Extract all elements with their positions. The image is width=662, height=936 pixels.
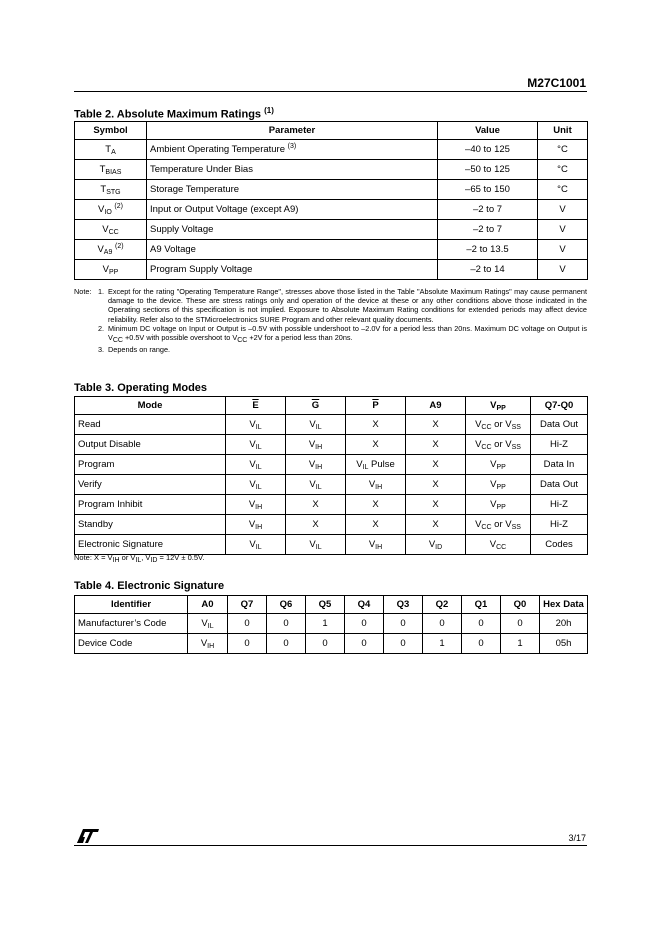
symbol-cell: $V_{CC}$ — [75, 220, 147, 240]
note-item: Note: 1. Except for the rating "Operating Temperature Range", stresses above those listed in the Table "Absolute Maximum Ratings" may cause permanent damage to the device. These are stress ratings only and operation of the device at these or any other conditions above those indicated in the Operating sections of this specification is not implied. Exposure to Absolute Maximum Rating conditions for extended periods may affect device reliability. Refer also to the STMicroelectronics SURE Program and other relevant quality documents. — [74, 287, 587, 324]
document-title: M27C1001 — [527, 76, 586, 90]
p-cell: $V_{IH}$ — [346, 535, 406, 555]
table2-header: Parameter — [147, 122, 438, 140]
e-cell: $V_{IL}$ — [226, 415, 286, 435]
table-row — [75, 475, 588, 495]
unit-cell: °C — [538, 160, 588, 180]
value-cell: –2 to 14 — [438, 260, 538, 280]
table4-header: Identifier — [75, 596, 188, 614]
note-item: 3. Depends on range. — [98, 345, 171, 355]
table-row — [75, 455, 588, 475]
e-cell: $V_{IL}$ — [226, 535, 286, 555]
g-cell: X — [286, 495, 346, 515]
table-row — [75, 240, 588, 260]
a9-cell: X — [406, 455, 466, 475]
table-row — [75, 415, 588, 435]
table-row — [75, 535, 588, 555]
mode-cell: Program — [75, 455, 226, 475]
note-item: 2. Minimum DC voltage on Input or Output is –0.5V with possible undershoot to –2.0V for a period less than 20ns. Maximum DC voltage on Output is $V_{CC} +0.5V$ with possible overshoot to $V_{CC} +2V$ for a period less than 20ns. — [98, 323, 587, 345]
table4-caption: Table 4. Electronic Signature — [74, 580, 225, 592]
mode-cell: Verify — [75, 475, 226, 495]
bit-cell: 1 — [501, 634, 540, 654]
bit-cell: 0 — [267, 634, 306, 654]
parameter-cell: Supply Voltage — [147, 220, 438, 240]
symbol-cell: $V_{PP}$ — [75, 260, 147, 280]
a9-cell: $V_{ID}$ — [406, 535, 466, 555]
parameter-cell: Ambient Operating Temperature $^{(3)}$ — [147, 140, 438, 160]
header-rule — [74, 91, 587, 92]
header-vpp: $V_{PP}$ — [466, 397, 531, 415]
q-cell: Hi-Z — [531, 435, 588, 455]
table4-header: Q2 — [423, 596, 462, 614]
e-cell: $V_{IL}$ — [226, 475, 286, 495]
unit-cell: °C — [538, 140, 588, 160]
a9-cell: X — [406, 515, 466, 535]
st-logo-icon — [74, 828, 100, 849]
p-cell: $V_{IL}$ Pulse — [346, 455, 406, 475]
bit-cell: 0 — [306, 634, 345, 654]
unit-cell: V — [538, 260, 588, 280]
electronic-signature-table — [74, 595, 588, 654]
e-cell: $V_{IH}$ — [226, 515, 286, 535]
identifier-cell: Manufacturer’s Code — [75, 614, 188, 634]
table-row — [75, 260, 588, 280]
absolute-max-ratings-table — [74, 121, 588, 280]
parameter-cell: A9 Voltage — [147, 240, 438, 260]
table4-header: Hex Data — [540, 596, 588, 614]
vpp-cell: $V_{CC}$ — [466, 535, 531, 555]
hex-cell: 05h — [540, 634, 588, 654]
g-cell: X — [286, 515, 346, 535]
bit-cell: 0 — [345, 614, 384, 634]
identifier-cell: Device Code — [75, 634, 188, 654]
table-row — [75, 614, 588, 634]
bit-cell: 0 — [423, 614, 462, 634]
value-cell: –2 to 7 — [438, 220, 538, 240]
g-cell: $V_{IL}$ — [286, 535, 346, 555]
p-cell: $V_{IH}$ — [346, 475, 406, 495]
table2-caption: Table 2. Absolute Maximum Ratings $^{(1)}$ — [74, 106, 274, 121]
table4-header: Q3 — [384, 596, 423, 614]
table4-header: Q6 — [267, 596, 306, 614]
mode-cell: Output Disable — [75, 435, 226, 455]
vpp-cell: $V_{CC}$ or $V_{SS}$ — [466, 435, 531, 455]
p-cell: X — [346, 515, 406, 535]
hex-cell: 20h — [540, 614, 588, 634]
bit-cell: 0 — [228, 614, 267, 634]
unit-cell: V — [538, 200, 588, 220]
table2-header: Unit — [538, 122, 588, 140]
value-cell: –50 to 125 — [438, 160, 538, 180]
header-mode: Mode — [75, 397, 226, 415]
table2-notes — [74, 287, 587, 354]
header-p: $\overline{P}$ — [346, 397, 406, 415]
vpp-cell: $V_{PP}$ — [466, 475, 531, 495]
table-row — [75, 220, 588, 240]
q-cell: Hi-Z — [531, 495, 588, 515]
parameter-cell: Temperature Under Bias — [147, 160, 438, 180]
table4-header: Q7 — [228, 596, 267, 614]
bit-cell: 1 — [423, 634, 462, 654]
table4-header: Q4 — [345, 596, 384, 614]
q-cell: Hi-Z — [531, 515, 588, 535]
bit-cell: 0 — [501, 614, 540, 634]
value-cell: –40 to 125 — [438, 140, 538, 160]
table4-header: A0 — [188, 596, 228, 614]
mode-cell: Electronic Signature — [75, 535, 226, 555]
bit-cell: 0 — [462, 634, 501, 654]
a9-cell: X — [406, 415, 466, 435]
table-row — [75, 495, 588, 515]
bit-cell: 0 — [384, 614, 423, 634]
bit-cell: 0 — [345, 634, 384, 654]
p-cell: X — [346, 415, 406, 435]
value-cell: –2 to 13.5 — [438, 240, 538, 260]
footer-rule — [74, 845, 587, 846]
e-cell: $V_{IH}$ — [226, 495, 286, 515]
mode-cell: Standby — [75, 515, 226, 535]
q-cell: Data In — [531, 455, 588, 475]
a9-cell: X — [406, 475, 466, 495]
table-row — [75, 515, 588, 535]
q-cell: Codes — [531, 535, 588, 555]
unit-cell: V — [538, 240, 588, 260]
table2-header: Value — [438, 122, 538, 140]
a0-cell: $V_{IL}$ — [188, 614, 228, 634]
parameter-cell: Input or Output Voltage (except A9) — [147, 200, 438, 220]
table-row — [75, 634, 588, 654]
table-row — [75, 200, 588, 220]
bit-cell: 1 — [306, 614, 345, 634]
symbol-cell: $V_{IO}$ $^{(2)}$ — [75, 200, 147, 220]
symbol-cell: $T_A$ — [75, 140, 147, 160]
table4-header: Q0 — [501, 596, 540, 614]
value-cell: –65 to 150 — [438, 180, 538, 200]
g-cell: $V_{IL}$ — [286, 475, 346, 495]
q-cell: Data Out — [531, 475, 588, 495]
symbol-cell: $T_{BIAS}$ — [75, 160, 147, 180]
header-g: $\overline{G}$ — [286, 397, 346, 415]
bit-cell: 0 — [228, 634, 267, 654]
table3-caption: Table 3. Operating Modes — [74, 382, 208, 394]
symbol-cell: $T_{STG}$ — [75, 180, 147, 200]
g-cell: $V_{IL}$ — [286, 415, 346, 435]
p-cell: X — [346, 435, 406, 455]
table-row — [75, 140, 588, 160]
bit-cell: 0 — [462, 614, 501, 634]
bit-cell: 0 — [384, 634, 423, 654]
q-cell: Data Out — [531, 415, 588, 435]
mode-cell: Read — [75, 415, 226, 435]
header-a9: A9 — [406, 397, 466, 415]
page-number: 3/17 — [568, 833, 586, 843]
header-e: $\overline{E}$ — [226, 397, 286, 415]
vpp-cell: $V_{CC}$ or $V_{SS}$ — [466, 515, 531, 535]
table2-header: Symbol — [75, 122, 147, 140]
table4-header: Q5 — [306, 596, 345, 614]
unit-cell: °C — [538, 180, 588, 200]
a9-cell: X — [406, 435, 466, 455]
a0-cell: $V_{IH}$ — [188, 634, 228, 654]
parameter-cell: Storage Temperature — [147, 180, 438, 200]
table-row — [75, 435, 588, 455]
header-q7-q0: Q7-Q0 — [531, 397, 588, 415]
mode-cell: Program Inhibit — [75, 495, 226, 515]
p-cell: X — [346, 495, 406, 515]
a9-cell: X — [406, 495, 466, 515]
g-cell: $V_{IH}$ — [286, 455, 346, 475]
vpp-cell: $V_{CC}$ or $V_{SS}$ — [466, 415, 531, 435]
e-cell: $V_{IL}$ — [226, 435, 286, 455]
table3-note: Note: $X = V_{IH}$ or $V_{IL}$, $V_{ID} = 12V \pm 0.5V$. — [74, 553, 205, 564]
table4-header: Q1 — [462, 596, 501, 614]
g-cell: $V_{IH}$ — [286, 435, 346, 455]
e-cell: $V_{IL}$ — [226, 455, 286, 475]
bit-cell: 0 — [267, 614, 306, 634]
parameter-cell: Program Supply Voltage — [147, 260, 438, 280]
operating-modes-table — [74, 396, 588, 555]
table-row — [75, 160, 588, 180]
table-row — [75, 180, 588, 200]
symbol-cell: $V_{A9}$ $^{(2)}$ — [75, 240, 147, 260]
value-cell: –2 to 7 — [438, 200, 538, 220]
unit-cell: V — [538, 220, 588, 240]
vpp-cell: $V_{PP}$ — [466, 495, 531, 515]
vpp-cell: $V_{PP}$ — [466, 455, 531, 475]
